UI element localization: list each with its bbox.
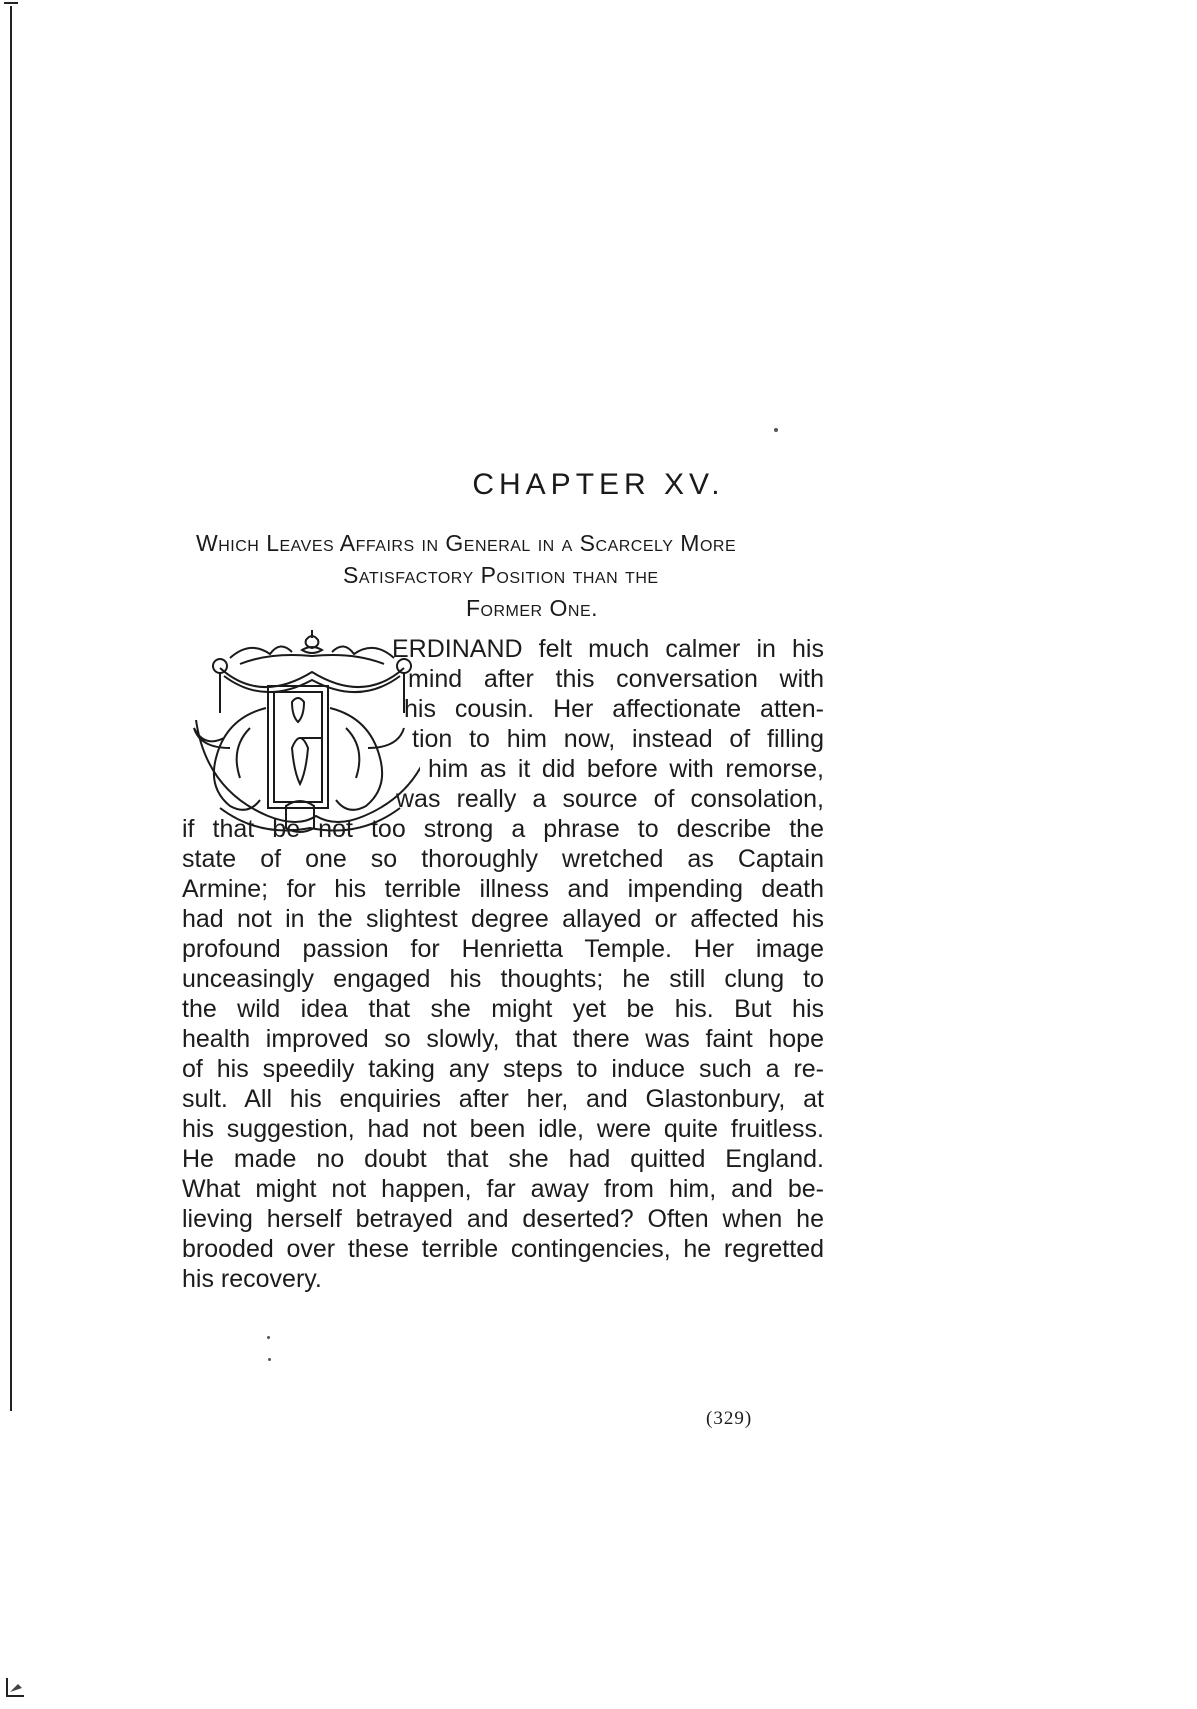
body-line-6: was really a source of consolation, — [396, 785, 824, 813]
scan-speck — [774, 428, 778, 432]
body-line-17: his suggestion, had not been idle, were quite fruitless. — [182, 1115, 824, 1143]
body-line-22: his recovery. — [182, 1265, 322, 1293]
body-line-20: lieving herself betrayed and deserted? Often when he — [182, 1205, 824, 1233]
body-line-4: tion to him now, instead of filling — [412, 725, 824, 753]
body-line-16: sult. All his enquiries after her, and Glastonbury, at — [182, 1085, 824, 1113]
body-line-15: of his speedily taking any steps to induce such a re- — [182, 1055, 824, 1083]
body-line-5: him as it did before with remorse, — [428, 755, 824, 783]
body-line-3: his cousin. Her affectionate atten- — [404, 695, 824, 723]
body-line-12: unceasingly engaged his thoughts; he still clung to — [182, 965, 824, 993]
chapter-subtitle-line-2: Satisfactory Position than the — [343, 562, 659, 588]
body-line-11: profound passion for Henrietta Temple. Her image — [182, 935, 824, 963]
body-line-1: ERDINAND felt much calmer in his — [392, 635, 824, 663]
body-line-9: Armine; for his terrible illness and impending death — [182, 875, 824, 903]
body-line-13: the wild idea that she might yet be his. But his — [182, 995, 824, 1023]
body-line-10: had not in the slightest degree allayed or affected his — [182, 905, 824, 933]
body-line-7: if that be not too strong a phrase to describe the — [182, 815, 824, 843]
page-edge-rule — [10, 6, 12, 1411]
body-line-21: brooded over these terrible contingencies, he regretted — [182, 1235, 824, 1263]
body-line-18: He made no doubt that she had quitted England. — [182, 1145, 824, 1173]
chapter-subtitle-line-3: Former One. — [466, 595, 599, 621]
body-line-14: health improved so slowly, that there was faint hope — [182, 1025, 824, 1053]
body-line-2: mind after this conversation with — [408, 665, 824, 693]
scan-speck — [268, 1358, 271, 1361]
page-edge-tick — [4, 2, 18, 4]
scanner-corner-mark-icon — [4, 1676, 26, 1698]
page-number: (329) — [706, 1408, 753, 1429]
chapter-title: CHAPTER XV. — [472, 468, 725, 501]
body-line-19: What might not happen, far away from him, and be- — [182, 1175, 824, 1203]
body-line-8: state of one so thoroughly wretched as Captain — [182, 845, 824, 873]
chapter-subtitle-line-1: Which Leaves Affairs in General in a Scarcely More — [196, 530, 737, 556]
scan-speck — [267, 1336, 270, 1339]
